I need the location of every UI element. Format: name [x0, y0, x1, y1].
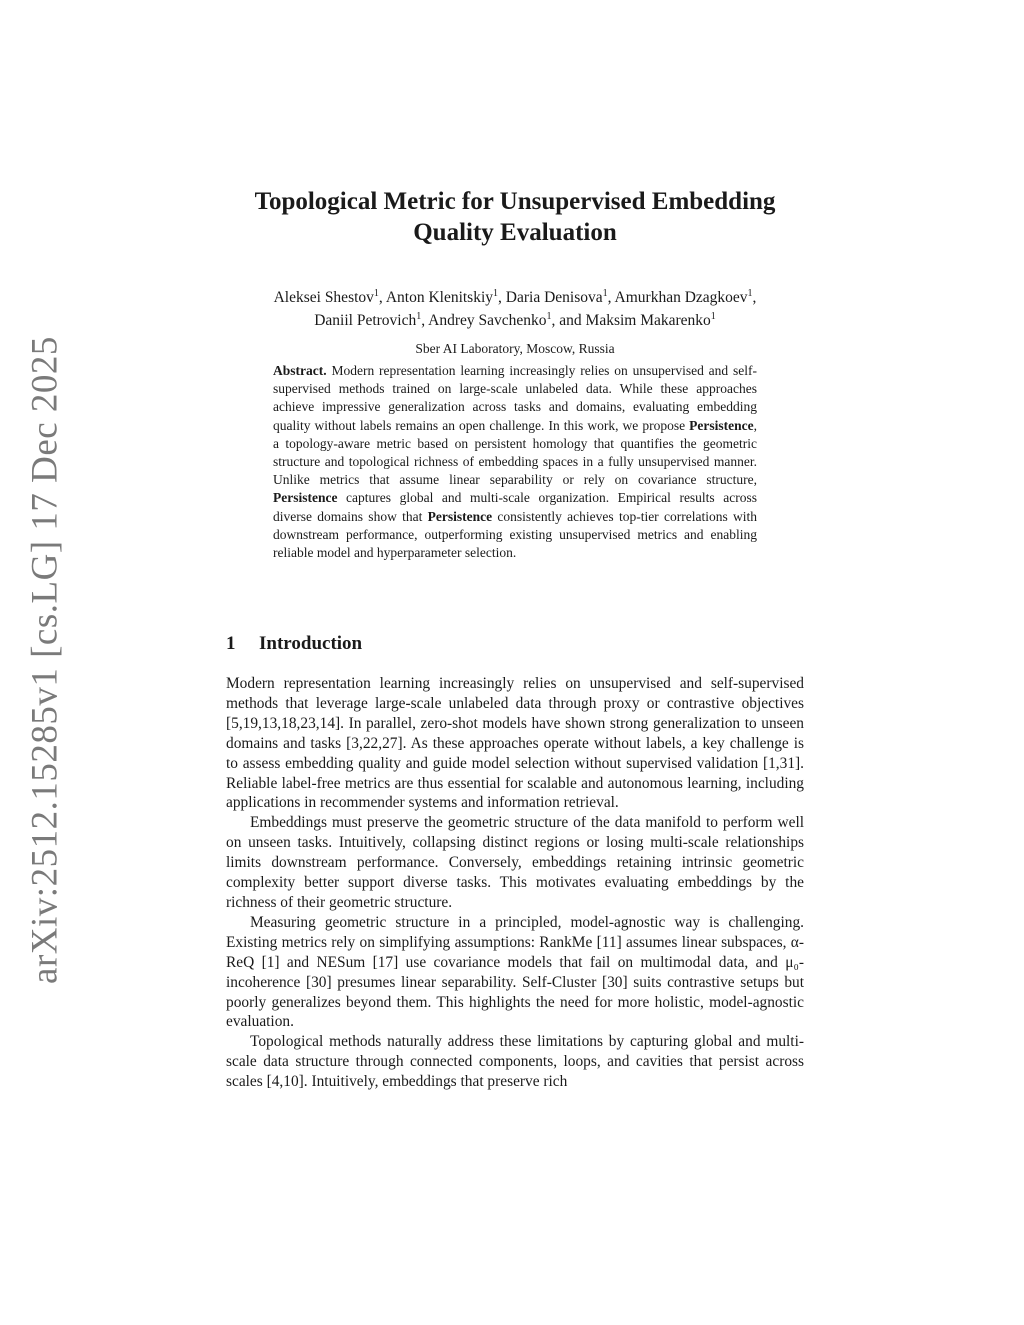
author-name: Daniil Petrovich [314, 312, 417, 330]
body-paragraph: Measuring geometric structure in a principled, model-agnostic way is challenging. Existing metrics rely on simplifying assumptions: RankMe [11] assumes linear subspaces, α-ReQ [1] and NESum [17] use covariance models that fail on multimodal data, and μ₀-incoherence [30] presumes linear separability. Self-Cluster [30] suits contrastive setups but poorly generalizes beyond them. This highlights the need for more holistic, model-agnostic evaluation. [226, 913, 804, 1031]
author-sep: , [421, 312, 429, 330]
abstract-text: consistently achieves top-tier correlations with downstream performance, outperforming existing unsupervised metrics and enabling reliable model and hyperparameter selection. [273, 508, 757, 561]
abstract-term: Persistence [273, 490, 338, 506]
section-title: Introduction [259, 633, 363, 654]
author-sep: , [752, 289, 757, 307]
author-sep: , [607, 289, 615, 307]
author-name: Amurkhan Dzagkoev [614, 289, 748, 307]
abstract [273, 362, 757, 562]
author-affil-mark: 1 [747, 288, 753, 299]
body-paragraph: Modern representation learning increasingly relies on unsupervised and self-supervised methods that leverage large-scale unlabeled data through proxy or contrastive objectives [5,19,13,18,23,14]. In parallel, zero-shot models have shown strong generalization to unseen domains and tasks [3,22,27]. As these approaches operate without labels, a key challenge is to assess embedding quality and guide model selection without supervised validation [1,31]. Reliable label-free metrics are thus essential for scalable and autonomous learning, including applications in recommender systems and information retrieval. [226, 675, 804, 812]
affiliation: Sber AI Laboratory, Moscow, Russia [415, 341, 615, 356]
section-heading [226, 632, 362, 656]
author-affil-mark: 1 [710, 311, 716, 323]
abstract-text: , a topology-aware metric based on persistent homology that quantifies the geometric structure and topological richness of embedding spaces in a fully unsupervised manner. Unlike metrics that assume linear separability or rely on covariance structure, [273, 417, 757, 488]
abstract-term: Persistence [689, 417, 754, 433]
body-paragraph: Topological methods naturally address these limitations by capturing global and multi-scale data structure through connected components, loops, and cavities that persist across scales [4,10]. Intuitively, embeddings that preserve rich [226, 1033, 804, 1091]
author-affil-mark: 1 [546, 311, 552, 323]
author-name: Maksim Makarenko [585, 312, 711, 330]
author-sep: , [378, 289, 386, 307]
section-body [226, 674, 804, 1092]
author-line-2 [200, 307, 830, 330]
arxiv-identifier: arXiv:2512.15285v1 [cs.LG] 17 Dec 2025 [24, 336, 66, 984]
author-name: Andrey Savchenko [428, 312, 547, 330]
abstract-label: Abstract. [273, 363, 327, 378]
author-name: Anton Klenitskiy [385, 289, 494, 307]
title-line-2: Quality Evaluation [413, 219, 617, 246]
author-affil-mark: 1 [416, 311, 422, 323]
body-paragraph: Embeddings must preserve the geometric structure of the data manifold to perform well on unseen tasks. Intuitively, collapsing distinct regions or losing multi-scale relationships limits downstream performance. Conversely, embeddings retaining intrinsic geometric complexity better support diverse tasks. This motivates evaluating embeddings by the richness of their geometric structure. [226, 814, 804, 911]
author-sep: , and [551, 312, 586, 330]
author-name: Daria Denisova [505, 289, 603, 307]
section-number: 1 [226, 633, 236, 654]
author-line-1 [200, 284, 830, 307]
author-sep: , [498, 289, 506, 307]
author-name: Aleksei Shestov [273, 289, 374, 307]
title-line-1: Topological Metric for Unsupervised Embedding [254, 188, 776, 215]
abstract-text: Modern representation learning increasingly relies on unsupervised and self-supervised methods trained on large-scale unlabeled data. While these approaches achieve impressive generalization across tasks and domains, evaluating embedding quality without labels remains an open challenge. In this work, we propose [273, 363, 757, 433]
abstract-text: captures global and multi-scale organization. Empirical results across diverse domains show that [273, 490, 757, 524]
author-affil-mark: 1 [602, 288, 608, 299]
paper-title [200, 186, 830, 248]
author-affil-mark: 1 [493, 288, 499, 299]
author-list [200, 284, 830, 330]
abstract-term: Persistence [427, 508, 493, 524]
author-affil-mark: 1 [373, 288, 379, 299]
